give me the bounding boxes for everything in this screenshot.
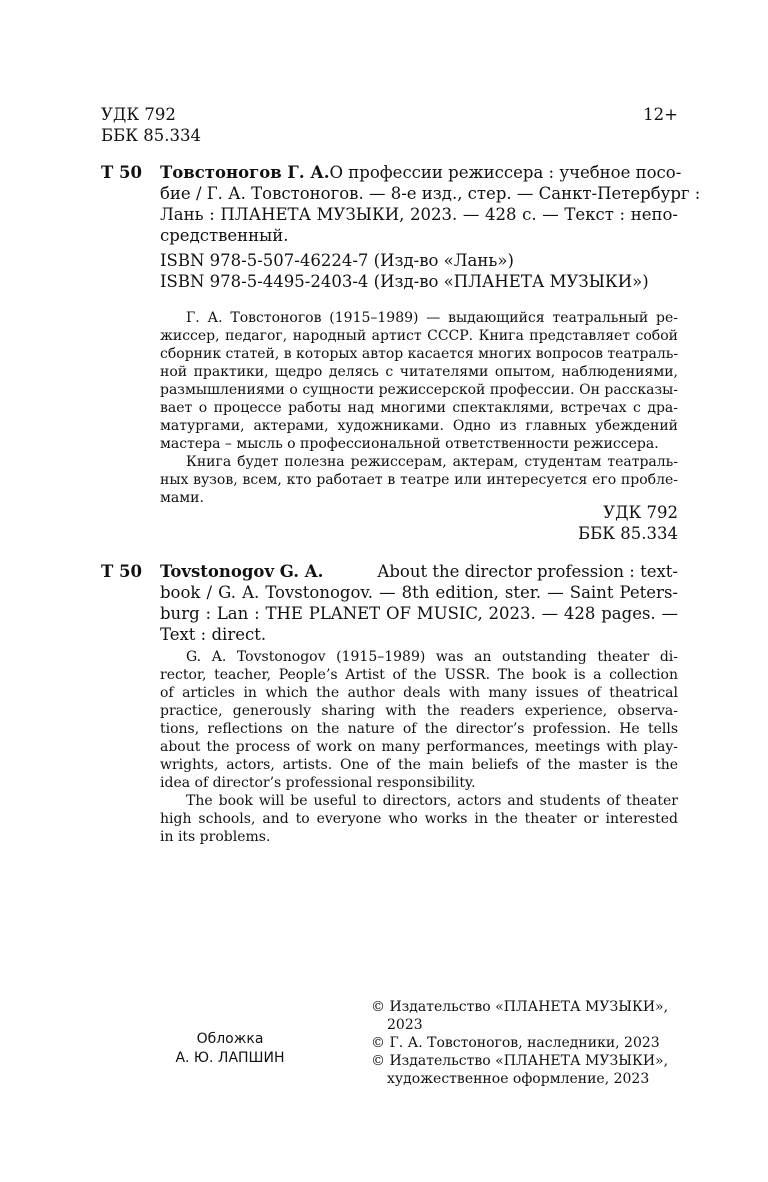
ru-annotation-line: вает о процессе работы над многими спектаклями, встречах с дра- [160, 400, 678, 416]
en-entry-code: T 50 [101, 562, 142, 581]
ru-annotation-line: матургами, актерами, художниками. Одно из главных убеждений [160, 418, 678, 434]
ru-annotation-line: сборник статей, в которых автор касается многих вопросов театраль- [160, 346, 679, 362]
en-annotation-line: practice, generously sharing with the readers experience, observa- [160, 703, 678, 719]
en-entry-line: Text : direct. [160, 625, 267, 644]
ru-annotation-line: мами. [160, 490, 204, 506]
copyright-line: © Издательство «ПЛАНЕТА МУЗЫКИ», [371, 999, 669, 1015]
ru-annotation-line: Г. А. Товстоногов (1915–1989) — выдающийся театральный ре- [186, 310, 678, 326]
ru-annotation-line: жиссер, педагог, народный артист СССР. Книга представляет собой [160, 328, 678, 344]
ru-annotation-line: мастера – мысль о профессиональной ответственности режиссера. [160, 436, 659, 452]
en-annotation-line: in its problems. [160, 829, 271, 845]
copyright-line: © Издательство «ПЛАНЕТА МУЗЫКИ», [371, 1053, 669, 1069]
ru-annotation-line: размышлениями о сущности режиссерской профессии. Он рассказы- [160, 382, 678, 398]
isbn-block [160, 250, 649, 292]
ru-annotation-line: ной практики, щедро делясь с читателями опытом, наблюдениями, [160, 364, 678, 380]
en-entry-first-line [160, 561, 678, 582]
cover-label: Обложка [196, 1031, 264, 1047]
en-entry-line: burg : Lan : THE PLANET OF MUSIC, 2023. — 428 pages. — [160, 604, 678, 623]
ru-entry-code: Т 50 [101, 163, 142, 182]
ru-bbk: ББК 85.334 [578, 524, 678, 543]
age-rating: 12+ [643, 105, 678, 124]
copyright-line: художественное оформление, 2023 [387, 1071, 650, 1087]
ru-classification [578, 502, 678, 544]
cover-credit [150, 1030, 310, 1068]
header-udk: УДК 792 [101, 105, 176, 124]
en-annotation-line: idea of director’s professional responsibility. [160, 775, 476, 791]
en-entry-author: Tovstonogov G. A. [160, 562, 324, 581]
ru-entry-author: Товстоногов Г. А. [160, 163, 330, 182]
en-annotation-line: tions, reflections on the nature of the director’s profession. He tells [160, 721, 678, 737]
en-annotation-line: wrights, actors, artists. One of the main beliefs of the master is the [160, 757, 678, 773]
en-annotation-line: The book will be useful to directors, actors and students of theater [186, 793, 678, 809]
ru-entry-line: О профессии режиссера : учебное посо- [329, 163, 682, 182]
en-annotation-line: G. A. Tovstonogov (1915–1989) was an outstanding theater di- [186, 649, 678, 665]
ru-entry-description [160, 162, 701, 246]
ru-udk: УДК 792 [603, 503, 678, 522]
ru-annotation-line: Книга будет полезна режиссерам, актерам, студентам театраль- [186, 454, 678, 470]
isbn-line: ISBN 978-5-4495-2403-4 (Изд-во «ПЛАНЕТА МУЗЫКИ») [160, 272, 649, 291]
en-annotation-line: about the process of work on many performances, meetings with play- [160, 739, 678, 755]
en-annotation-line: of articles in which the author deals with many issues of theatrical [160, 685, 678, 701]
cover-artist: А. Ю. ЛАПШИН [175, 1050, 285, 1066]
en-entry-description [160, 561, 678, 645]
ru-entry-first-line [160, 162, 682, 183]
ru-entry-line: средственный. [160, 226, 289, 245]
ru-entry-line: Лань : ПЛАНЕТА МУЗЫКИ, 2023. — 428 с. — Текст : непо- [160, 205, 678, 224]
copyright-line: © Г. А. Товстоногов, наследники, 2023 [371, 1035, 660, 1051]
en-entry-line: About the director profession : text- [377, 562, 678, 581]
copyright-block [371, 998, 668, 1088]
isbn-line: ISBN 978-5-507-46224-7 (Изд-во «Лань») [160, 251, 514, 270]
en-annotation [160, 648, 678, 846]
en-annotation-line: high schools, and to everyone who works in the theater or interested [160, 811, 678, 827]
header-classification [101, 104, 201, 146]
ru-entry-line: бие / Г. А. Товстоногов. — 8-е изд., стер. — Санкт-Петербург : [160, 184, 701, 203]
ru-annotation-line: ных вузов, всем, кто работает в театре или интересуется его пробле- [160, 472, 678, 488]
en-annotation-line: rector, teacher, People’s Artist of the USSR. The book is a collection [160, 667, 678, 683]
ru-annotation [160, 309, 678, 507]
copyright-line: 2023 [387, 1017, 423, 1033]
header-bbk: ББК 85.334 [101, 126, 201, 145]
en-entry-line: book / G. A. Tovstonogov. — 8th edition, ster. — Saint Peters- [160, 583, 678, 602]
